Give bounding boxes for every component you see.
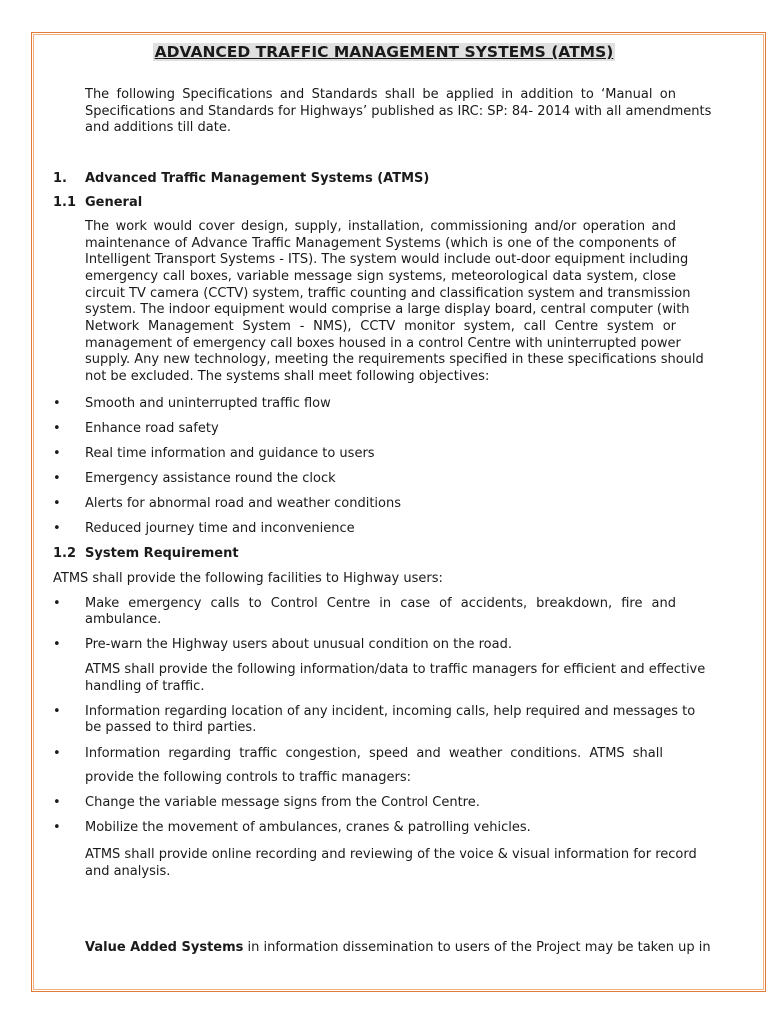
general-line: emergency call boxes, variable message sign systems, meteorological data system, close: [85, 269, 676, 284]
requirement-lead: ATMS shall provide the following facilities to Highway users:: [53, 571, 443, 586]
objective-item: Smooth and uninterrupted traffic flow: [85, 396, 331, 411]
general-line: The work would cover design, supply, installation, commissioning and/or operation and: [85, 219, 676, 234]
intro-line: and additions till date.: [85, 120, 231, 135]
general-line: Network Management System - NMS), CCTV monitor system, call Centre system or: [85, 319, 676, 334]
requirement-paragraph: and analysis.: [85, 864, 171, 879]
requirement-item: Make emergency calls to Control Centre in case of accidents, breakdown, fire and: [85, 596, 676, 611]
value-added-bold: Value Added Systems: [85, 940, 244, 955]
requirement-paragraph: ATMS shall provide online recording and reviewing of the voice & visual information for record: [85, 847, 697, 862]
bullet: •: [53, 396, 61, 411]
requirement-item: provide the following controls to traffic managers:: [85, 770, 411, 785]
bullet: •: [53, 521, 61, 536]
bullet: •: [53, 596, 61, 611]
general-line: supply. Any new technology, meeting the requirements specified in these specifications should: [85, 352, 704, 367]
requirement-item: ambulance.: [85, 612, 162, 627]
value-added-text: in information dissemination to users of the Project may be taken up in: [243, 940, 711, 955]
bullet: •: [53, 421, 61, 436]
bullet: •: [53, 637, 61, 652]
intro-line: The following Specifications and Standards shall be applied in addition to ‘Manual on: [85, 87, 676, 102]
requirement-item: Information regarding traffic congestion, speed and weather conditions. ATMS shall: [85, 746, 663, 761]
bullet: •: [53, 446, 61, 461]
section-1-2-number: 1.2: [53, 546, 77, 561]
section-1-heading: Advanced Traffic Management Systems (ATMS): [85, 171, 430, 186]
document-title: ADVANCED TRAFFIC MANAGEMENT SYSTEMS (ATMS): [154, 43, 614, 61]
intro-line: Specifications and Standards for Highways’ published as IRC: SP: 84- 2014 with all amendments: [85, 104, 712, 119]
general-line: Intelligent Transport Systems - ITS). The system would include out-door equipment including: [85, 252, 689, 267]
requirement-paragraph: handling of traffic.: [85, 679, 205, 694]
bullet: •: [53, 820, 61, 835]
objective-item: Enhance road safety: [85, 421, 219, 436]
requirement-item: Mobilize the movement of ambulances, cranes & patrolling vehicles.: [85, 820, 531, 835]
section-1-1-number: 1.1: [53, 195, 77, 210]
bullet: •: [53, 704, 61, 719]
section-1-2-heading: System Requirement: [85, 546, 239, 561]
general-line: maintenance of Advance Traffic Management Systems (which is one of the components of: [85, 236, 676, 251]
general-line: system. The indoor equipment would comprise a large display board, central computer (with: [85, 302, 690, 317]
requirement-paragraph: ATMS shall provide the following information/data to traffic managers for efficient and effective: [85, 662, 706, 677]
bullet: •: [53, 471, 61, 486]
bullet: •: [53, 746, 61, 761]
bullet: •: [53, 795, 61, 810]
objective-item: Real time information and guidance to users: [85, 446, 375, 461]
bullet: •: [53, 496, 61, 511]
objective-item: Emergency assistance round the clock: [85, 471, 336, 486]
general-line: circuit TV camera (CCTV) system, traffic counting and classification system and transmission: [85, 286, 691, 301]
section-1-number: 1.: [53, 171, 67, 186]
general-line: management of emergency call boxes housed in a control Centre with uninterrupted power: [85, 336, 681, 351]
requirement-item: be passed to third parties.: [85, 720, 257, 735]
requirement-item: Information regarding location of any incident, incoming calls, help required and messages to: [85, 704, 696, 719]
value-added-line: [85, 940, 711, 957]
objective-item: Reduced journey time and inconvenience: [85, 521, 355, 536]
general-line: not be excluded. The systems shall meet following objectives:: [85, 369, 490, 384]
requirement-item: Pre-warn the Highway users about unusual condition on the road.: [85, 637, 512, 652]
section-1-1-heading: General: [85, 195, 143, 210]
objective-item: Alerts for abnormal road and weather conditions: [85, 496, 401, 511]
requirement-item: Change the variable message signs from the Control Centre.: [85, 795, 480, 810]
